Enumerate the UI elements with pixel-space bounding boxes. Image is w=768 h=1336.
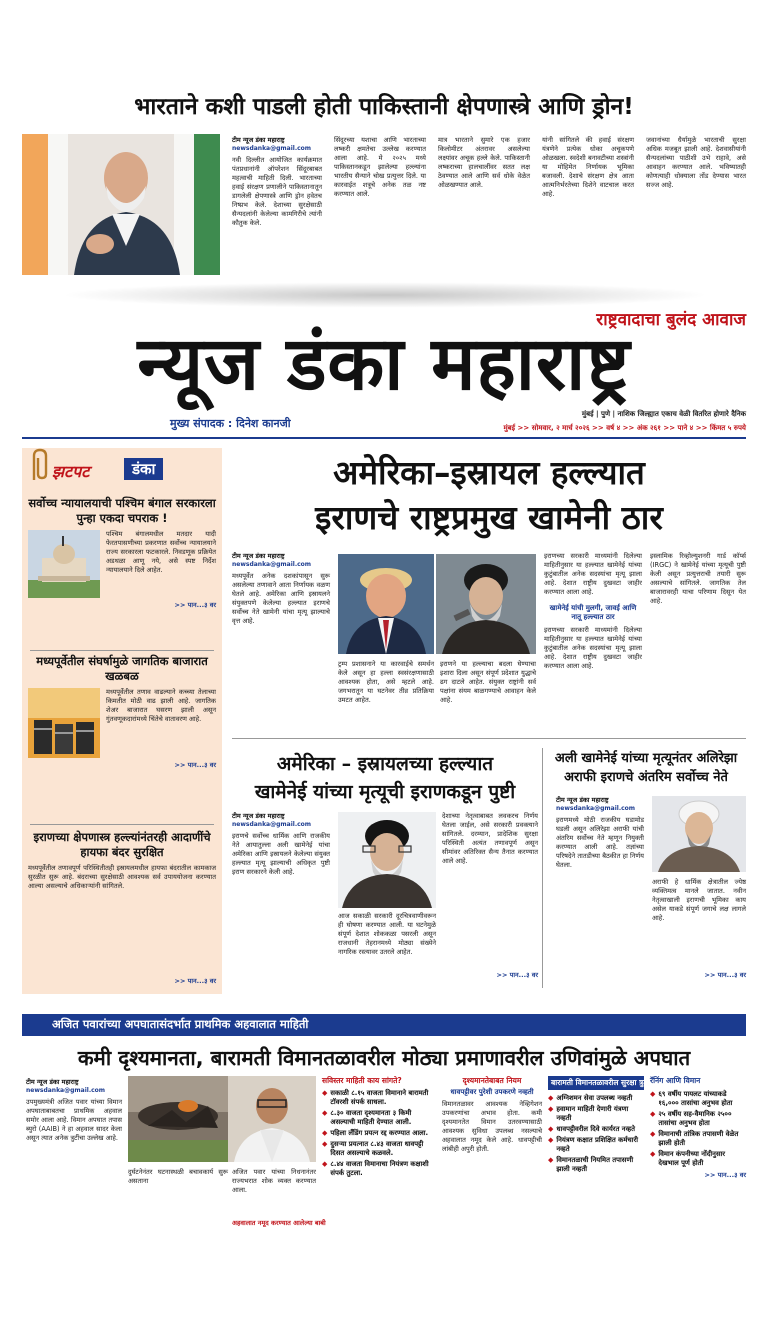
confirm-photo-khamenei [338, 812, 436, 908]
banner-strip-text: अजित पवारांच्या अपघातासंदर्भात प्राथमिक अहवालात माहिती [52, 1017, 309, 1031]
bullet-text: सकाळी ८.१५ वाजता विमानाने बारामती टॉवरशी संपर्क साधला. [330, 1089, 429, 1106]
article-column: ट्रम्प प्रशासनाने या कारवाईचे समर्थन केले असून हा हल्ला स्वसंरक्षणासाठी आवश्यक होता, असे म्हटले आहे. जगभरातून या घटनेवर तीव्र प्रतिक्रिया उमटत आहेत. [338, 660, 434, 704]
article-column: इराणमध्ये मोठी राजकीय घडामोड घडली असून अलिरेझा अराफी यांची अंतरिम सर्वोच्च नेते म्हणून नियुक्ती करण्यात आली आहे. तज्ञांच्या परिषदेने तातडीच्या बैठकीत हा निर्णय घेतला. [556, 816, 644, 869]
masthead-dateline: मुंबई >> सोमवार, २ मार्च २०२६ >> वर्ष ४ >> अंक २६१ >> पाने ४ >> किंमत ५ रुपये [503, 424, 746, 432]
sidebar-label-a: झटपट [52, 462, 90, 481]
masthead-shadow [60, 282, 710, 308]
continued-link[interactable]: >> पान...३ वर [704, 971, 746, 979]
bullet-text: हवामान माहिती देणारी यंत्रणा नव्हती [556, 1105, 629, 1122]
article-column: इराणचे सर्वोच्च धार्मिक आणि राजकीय नेते आयातुल्ला अली खामेनेई यांचा अमेरिका आणि इस्रायलने केलेल्या संयुक्त हल्ल्यात मृत्यू झाल्याची अधिकृत पुष्टी इराण सरकारने केली आहे. [232, 832, 330, 876]
bullet-icon: ◆ [650, 1150, 656, 1158]
bullet-icon: ◆ [322, 1089, 328, 1097]
bullet-icon: ◆ [548, 1156, 554, 1164]
article-column: मध्यपूर्वेत अनेक दशकांपासून सुरू असलेल्या तणावाने आता निर्णायक वळण घेतले आहे. अमेरिका आणि इस्रायलने संयुक्तपणे केलेल्या हल्ल्यात इराणचे सर्वोच्च नेते खामेनी यांचा मृत्यू झाल्याचे वृत्त आहे. [232, 572, 330, 625]
sidebar-divider [30, 650, 214, 651]
bullet-item [650, 1150, 746, 1168]
masthead-editions: मुंबई | पुणे | नाशिक जिल्ह्यात एकाच वेळी वितरित होणारे दैनिक [581, 410, 746, 418]
bullet-item [548, 1105, 644, 1123]
byline: टीम न्यूज डंका महाराष्ट्र [232, 812, 285, 820]
sidebar-story-1 [28, 496, 216, 609]
continued-link[interactable]: >> पान...३ वर [704, 1171, 746, 1179]
banner-strip [22, 1014, 746, 1036]
info-bullet-list [548, 1094, 644, 1174]
continued-link[interactable]: >> पान...३ वर [174, 761, 216, 769]
continued-link[interactable]: >> पान...३ वर [174, 601, 216, 609]
info-bullet-list [650, 1090, 746, 1168]
bullet-text: विमानतळाची नियमित तपासणी झाली नव्हती [556, 1156, 634, 1173]
sidebar-story-title: सर्वोच्च न्यायालयाची पश्चिम बंगाल सरकारला पुन्हा एकदा चपराक ! [28, 496, 216, 525]
bullet-item [548, 1094, 644, 1103]
bullet-icon: ◆ [650, 1130, 656, 1138]
article-column: आज सकाळी सरकारी दूरचित्रवाणीवरून ही घोषणा करण्यात आली. या घटनेमुळे संपूर्ण देशात शोककळा पसरली असून राजधानी तेहरानमध्ये मोठ्या संख्येने नागरिक रस्त्यावर उतरले आहेत. [338, 912, 436, 956]
bullet-icon: ◆ [548, 1105, 554, 1113]
sidebar-story-3 [28, 830, 216, 985]
article-column: यांनी सांगितले की हवाई संरक्षण यंत्रणेने प्रत्येक धोका अचूकपणे ओळखला. स्वदेशी बनावटीच्या शस्त्रांनी या मोहिमेत निर्णायक भूमिका बजावली. देशाचे संरक्षण क्षेत्र आता आत्मनिर्भरतेच्या दिशेने वाटचाल करत आहे. [542, 136, 634, 198]
bullet-icon: ◆ [548, 1094, 554, 1102]
bullet-item [322, 1160, 436, 1178]
article-column: इराणने या हल्ल्याचा बदला घेण्याचा इशारा दिला असून संपूर्ण प्रदेशात युद्धाचे ढग दाटले आहेत. संयुक्त राष्ट्रांनी सर्व पक्षांना संयम बाळगण्याचे आवाहन केले आहे. [440, 660, 536, 704]
byline: टीम न्यूज डंका महाराष्ट्र [232, 552, 285, 560]
bullet-icon: ◆ [650, 1090, 656, 1098]
article-column: देशाच्या नेतृत्वाबाबत लवकरच निर्णय घेतला जाईल, असे सरकारी प्रवक्त्याने सांगितले. दरम्यान, प्रादेशिक सुरक्षा परिस्थिती अत्यंत तणावपूर्ण असून सीमांवर अतिरिक्त सैन्य तैनात करण्यात आले आहे. [442, 812, 538, 865]
byline-email[interactable]: newsdanka@gmail.com [232, 821, 312, 828]
lead-photo-khamenei [436, 554, 536, 654]
bullet-text: विमान कंपनीच्या नोंदीनुसार देखभाल पूर्ण होती [658, 1150, 726, 1167]
bullet-item [322, 1109, 436, 1127]
confirm-headline-line-2: खामेनेई यांच्या मृत्यूची इराणकडून पुष्टी [254, 781, 516, 803]
bullet-icon: ◆ [548, 1125, 554, 1133]
sidebar-story-title: इराणच्या क्षेपणास्त्र हल्ल्यांनंतरही आदाणींचे हायफा बंदर सुरक्षित [33, 830, 211, 859]
lead-headline-line-2: इराणचे राष्ट्रप्रमुख खामेनी ठार [315, 498, 663, 537]
article-column: अराफी हे धार्मिक क्षेत्रातील ज्येष्ठ व्यक्तिमत्व मानले जातात. नवीन नेतृत्वाखाली इराणची भूमिका काय असेल याकडे संपूर्ण जगाचे लक्ष लागले आहे. [652, 878, 746, 922]
sidebar-divider [30, 824, 214, 825]
info-box [548, 1076, 649, 1176]
bullet-text: ८.४४ वाजता विमानाचा नियंत्रण कक्षाशी संपर्क तुटला. [330, 1160, 429, 1177]
byline-email[interactable]: newsdanka@gmail.com [26, 1087, 106, 1094]
bullet-item [322, 1089, 436, 1107]
bullet-text: नियंत्रण कक्षात प्रशिक्षित कर्मचारी नव्हते [556, 1136, 639, 1153]
byline: टीम न्यूज डंका महाराष्ट्र [232, 136, 285, 144]
confirm-headline-line-1: अमेरिका – इस्रायलच्या हल्ल्यात [276, 753, 494, 775]
photo-caption: दुर्घटनेनंतर घटनास्थळी बचावकार्य सुरू असताना [128, 1168, 228, 1185]
byline-email[interactable]: newsdanka@gmail.com [232, 561, 312, 568]
sidebar-story-body: मध्यपूर्वेतील तणाव वाढल्याने कच्च्या तेलाच्या किमतीत मोठी वाढ झाली आहे. जागतिक शेअर बाजारात घसरण झाली असून गुंतवणूकदारांमध्ये चिंतेचे वातावरण आहे. [106, 688, 216, 723]
byline-email[interactable]: newsdanka@gmail.com [232, 145, 312, 152]
article-column: नवी दिल्लीत आयोजित कार्यक्रमात पंतप्रधानांनी ऑपरेशन सिंदूरबाबत महत्वाची माहिती दिली. भारताच्या हवाई संरक्षण प्रणालीने पाकिस्तानातून डागलेली क्षेपणास्त्रे आणि ड्रोन हवेतच निष्प्रभ केले. देशाच्या सुरक्षेसाठी सैन्यदलांनी केलेल्या कामगिरीचे त्यांनी कौतुक केले. [232, 156, 322, 227]
bullet-text: ८.३० वाजता दृश्यमानता ३ किमी असल्याची माहिती देण्यात आली. [330, 1109, 412, 1126]
info-box-title: बारामती विमानतळावरील सुरक्षा त्रुटी [548, 1076, 644, 1090]
article-column: इराणच्या सरकारी माध्यमांनी दिलेल्या माहितीनुसार या हल्ल्यात खामेनेई यांच्या कुटुंबातील अनेक सदस्यांचा मृत्यू झाला आहे. देशात राष्ट्रीय दुखवटा जाहीर करण्यात आला आहे. [544, 552, 642, 596]
bullet-item [548, 1136, 644, 1154]
article-column: जवानांच्या धैर्यामुळे भारताची सुरक्षा अधिक मजबूत झाली आहे. देशवासीयांनी सैन्यदलांच्या पाठीशी उभे राहावे, असे आवाहन करण्यात आले. भविष्यातही कोणत्याही धोक्याला तोंड देण्यास भारत सज्ज आहे. [646, 136, 746, 189]
article-column: इराणच्या सरकारी माध्यमांनी दिलेल्या माहितीनुसार या हल्ल्यात खामेनेई यांच्या कुटुंबातील अनेक सदस्यांचा मृत्यू झाला आहे. देशात राष्ट्रीय दुखवटा जाहीर करण्यात आला आहे. [544, 626, 642, 670]
bullet-text: ६९ वर्षीय पायलट यांच्याकडे १६,००० तासांचा अनुभव होता [658, 1090, 733, 1107]
continued-link[interactable]: >> पान...३ वर [496, 971, 538, 979]
sidebar-label-b: डंका [124, 458, 163, 480]
bullet-item [650, 1090, 746, 1108]
lead-photo-trump [338, 554, 434, 654]
bullet-item [650, 1110, 746, 1128]
section-divider [232, 738, 746, 739]
bullet-text: दुसऱ्या प्रयत्नात ८.४३ वाजता धावपट्टी दिसत असल्याचे कळवले. [330, 1140, 424, 1157]
sidebar-story-body: मध्यपूर्वेतील तणावपूर्ण परिस्थितीतही इस्रायलमधील हायफा बंदरातील कामकाज सुरळीत सुरू आहे. बंदराच्या सुरक्षेसाठी आवश्यक सर्व उपाययोजना करण्यात आल्या असल्याचे अधिकाऱ्यांनी सांगितले. [28, 864, 216, 890]
bullet-item [322, 1129, 436, 1138]
bullet-icon: ◆ [548, 1136, 554, 1144]
photo-credit: अहवालात नमूद करण्यात आलेल्या बाबी [232, 1219, 326, 1227]
bullet-item [548, 1156, 644, 1174]
paperclip-icon [26, 448, 52, 488]
lead-subhead: खामेनेई यांची मुलगी, जावई आणि नातू हल्ल्यात ठार [549, 604, 637, 621]
info-box-title: रॅनिंग आणि विमान [650, 1076, 701, 1085]
bullet-item [650, 1130, 746, 1148]
article-column: विमानतळावर आवश्यक नेव्हिगेशन उपकरणांचा अभाव होता. कमी दृश्यमानतेत विमान उतरवण्यासाठी आवश्यक सुविधा उपलब्ध नसल्याचे अहवालात नमूद केले आहे. धावपट्टीची लांबीही अपुरी होती. [442, 1100, 542, 1153]
crash-site-photo [128, 1076, 228, 1162]
byline: टीम न्यूज डंका महाराष्ट्र [26, 1078, 79, 1086]
sidebar-header [26, 452, 218, 492]
article-column: मात्र भारताने सुमारे एक हजार किलोमीटर अंतरावर असलेल्या लक्ष्यांवर अचूक हल्ले केले. पाकिस्तानी लष्कराच्या हालचालींवर सतत लक्ष ठेवण्यात आले आणि सर्व धोके वेळेत ओळखण्यात आले. [438, 136, 530, 189]
bullet-text: २५ वर्षीय सह-वैमानिक २५०० तासांचा अनुभव होता [658, 1110, 732, 1127]
bullet-icon: ◆ [322, 1160, 328, 1168]
continued-link[interactable]: >> पान...३ वर [174, 977, 216, 985]
bullet-text: धावपट्टीवरील दिवे कार्यरत नव्हते [556, 1125, 636, 1133]
column-divider [542, 748, 543, 988]
arafi-headline-line-1: अली खामेनेई यांच्या मृत्यूनंतर अलिरेझा [554, 751, 738, 766]
info-box [650, 1076, 746, 1179]
sidebar-story-body: पश्चिम बंगालमधील मतदार यादी फेरतपासणीच्या प्रकरणात सर्वोच्च न्यायालयाने राज्य सरकारला फटकारले. निवडणूक प्रक्रियेत अडथळा आणू नये, असे स्पष्ट निर्देश न्यायालयाने दिले आहेत. [106, 530, 216, 574]
bullet-icon: ◆ [322, 1109, 328, 1117]
arafi-headline-line-2: अराफी इराणचे अंतरिम सर्वोच्च नेते [564, 770, 728, 785]
sidebar-story-2 [28, 654, 216, 769]
info-box-title: दृश्यमानतेबाबत नियम [462, 1076, 522, 1085]
top-story-headline: भारताने कशी पाडली होती पाकिस्तानी क्षेपणास्त्रे आणि ड्रोन! [134, 94, 634, 120]
ajit-pawar-photo [228, 1076, 316, 1162]
editor-name: दिनेश कानजी [236, 417, 291, 430]
bullet-text: विमानाची तांत्रिक तपासणी वेळेत झाली होती [658, 1130, 739, 1147]
top-story-photo [22, 134, 220, 275]
editor-label: मुख्य संपादक : [170, 417, 233, 430]
photo-caption: अजित पवार यांच्या निधनानंतर राज्यभरात शोक व्यक्त करण्यात आला. [232, 1168, 316, 1194]
sidebar-story-title: मध्यपूर्वेतील संघर्षामुळे जागतिक बाजारात खळबळ [36, 654, 208, 683]
bullet-icon: ◆ [650, 1110, 656, 1118]
oil-barrels-photo [28, 688, 100, 758]
arafi-photo [652, 796, 746, 872]
banner-headline: कमी दृश्यमानता, बारामती विमानतळावरील मोठ्या प्रमाणावरील उणिवांमुळे अपघात [77, 1046, 691, 1070]
article-column: सिंदूरच्या यशाचा आणि भारताच्या लष्करी क्षमतेचा उल्लेख करण्यात आला आहे. मे २०२५ मध्ये पाकिस्तानकडून झालेल्या हल्ल्यांना भारतीय सैन्याने चोख प्रत्युत्तर दिले. या कारवाईत शत्रूचे अनेक तळ नष्ट करण्यात आले. [334, 136, 426, 198]
bullet-item [548, 1125, 644, 1134]
court-photo [28, 530, 100, 598]
bullet-text: पहिला लँडिंग प्रयत्न रद्द करण्यात आला. [330, 1129, 429, 1137]
article-column: इस्लामिक रिव्होल्युशनरी गार्ड कॉर्प्स (IRGC) ने खामेनेई यांच्या मृत्यूची पुष्टी केली असून प्रत्युत्तराची तयारी सुरू असल्याचे सांगितले. जागतिक तेल बाजारावरही याचा परिणाम दिसून येत आहे. [650, 552, 746, 605]
bullet-icon: ◆ [322, 1140, 328, 1148]
byline-email[interactable]: newsdanka@gmail.com [556, 805, 636, 812]
bullet-text: अग्निशमन सेवा उपलब्ध नव्हती [556, 1094, 633, 1102]
info-box-subtitle: धावपट्टीवर पुरेशी उपकरणे नव्हती [450, 1088, 534, 1096]
masthead-rule [22, 437, 746, 439]
lead-headline-line-1: अमेरिका–इस्रायल हल्ल्यात [333, 453, 645, 492]
info-box-title: सविस्तर माहिती काय सांगते? [322, 1076, 402, 1085]
masthead-title: न्यूज डंका महाराष्ट्र [137, 321, 631, 407]
byline: टीम न्यूज डंका महाराष्ट्र [556, 796, 609, 804]
info-bullet-list [322, 1089, 436, 1178]
masthead-tagline: राष्ट्रवादाचा बुलंद आवाज [596, 310, 746, 330]
bullet-item [322, 1140, 436, 1158]
article-column: उपमुख्यमंत्री अजित पवार यांच्या विमान अपघाताबाबतचा प्राथमिक अहवाल समोर आला आहे. विमान अपघात तपास ब्युरो (AAIB) ने हा अहवाल सादर केला असून त्यात अनेक त्रुटींचा उल्लेख आहे. [26, 1098, 122, 1142]
bullet-icon: ◆ [322, 1129, 328, 1137]
